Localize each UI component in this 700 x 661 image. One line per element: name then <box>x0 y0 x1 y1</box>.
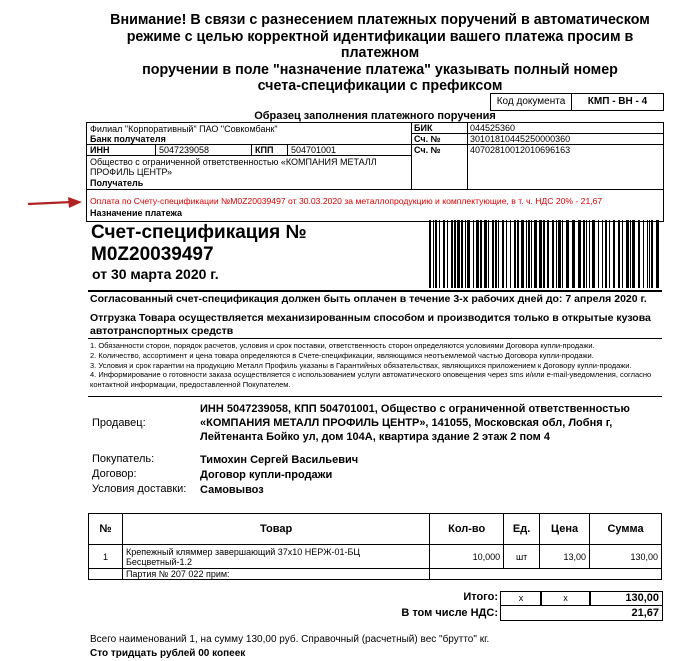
divider <box>88 396 662 397</box>
col-header-qty: Кол-во <box>430 514 504 545</box>
corr-account-value: 30101810445250000360 <box>470 134 571 144</box>
barcode-bar <box>476 220 479 288</box>
payment-deadline: Согласованный счет-спецификация должен быть оплачен в течение 3-х рабочих дней до: 7 апреля 2020 г. <box>90 293 647 305</box>
barcode-bar <box>528 220 530 288</box>
product-name-cont: Бесцветный-1.2 <box>125 556 193 567</box>
divider <box>88 290 662 292</box>
bik-label: БИК <box>414 123 433 133</box>
row-number: 1 <box>89 545 123 569</box>
corr-account-label: Сч. № <box>414 134 441 144</box>
document-code-box <box>490 93 664 111</box>
barcode-bar <box>618 220 620 288</box>
col-header-product: Товар <box>122 514 429 545</box>
total-value <box>589 591 663 606</box>
inn-value: 5047239058 <box>159 145 210 155</box>
col-header-unit: Ед. <box>504 514 540 545</box>
warning-notice <box>100 12 660 95</box>
barcode-bar <box>473 220 474 288</box>
invoice-title <box>91 222 307 266</box>
barcode-bar <box>531 220 532 288</box>
barcode-bar <box>613 220 615 288</box>
seller-line: ИНН 5047239058, КПП 504701001, Общество с ограниченной ответственностью <box>200 403 630 415</box>
invoice-number: M0Z20039497 <box>91 244 214 265</box>
bik-value: 044525360 <box>470 123 516 133</box>
barcode-bar <box>454 220 456 288</box>
payment-purpose: Оплата по Счету-спецификации №M0Z20039497 от 30.03.2020 за металлопродукцию и комплектующие, в т. ч. НДС 20% - 21,67 <box>90 196 603 206</box>
seller-line: «КОМПАНИЯ МЕТАЛЛ ПРОФИЛЬ ЦЕНТР», 141055, Московская обл, Лобня г, <box>200 417 613 429</box>
barcode-bar <box>451 220 453 288</box>
barcode-bar <box>467 220 470 288</box>
warning-line: счета-спецификации с префиксом <box>257 78 503 94</box>
barcode-bar <box>435 220 437 288</box>
vat-label: В том числе НДС: <box>401 607 498 619</box>
barcode-bar <box>443 220 445 288</box>
note-item: 2. Количество, ассортимент и цена товара определяются в Счете-спецификации, являющимся неотъемлемой частью Договора купли-продажи. <box>90 350 594 360</box>
amount-in-words: Сто тридцать рублей 00 копеек <box>90 648 246 659</box>
contract-label: Договор: <box>92 468 137 480</box>
barcode-bar <box>433 220 434 288</box>
barcode-bar <box>498 220 499 288</box>
warning-line: поручении в поле "назначение платежа" указывать полный номер <box>142 61 618 78</box>
invoice-title-line: Счет-спецификация № <box>91 222 307 243</box>
barcode-bar <box>647 220 648 288</box>
total-x1: x <box>500 591 542 606</box>
barcode-bar <box>492 220 494 288</box>
barcode-bar <box>622 220 623 288</box>
barcode-bar <box>566 220 569 288</box>
divider <box>88 338 662 339</box>
barcode-bar <box>484 220 487 288</box>
document-code-value: КМП - ВН - 4 <box>587 96 648 107</box>
account-value: 40702810012010696163 <box>470 145 571 155</box>
col-header-number: № <box>89 514 123 545</box>
col-header-price: Цена <box>540 514 590 545</box>
barcode-bar <box>605 220 607 288</box>
barcode-bar <box>656 220 659 288</box>
barcode-bar <box>526 220 527 288</box>
summary-line: Всего наименований 1, на сумму 130,00 руб. Справочный (расчетный) вес "брутто" кг. <box>90 634 490 645</box>
barcode-bar <box>578 220 581 288</box>
table-row <box>89 545 662 569</box>
barcode-bar <box>626 220 629 288</box>
kpp-value: 504701001 <box>291 145 337 155</box>
barcode-bar <box>638 220 640 288</box>
barcode-bar <box>517 220 519 288</box>
barcode-bar <box>556 220 557 288</box>
vat-amount: 21,67 <box>631 607 659 619</box>
barcode-bar <box>502 220 504 288</box>
seller-details <box>200 402 630 444</box>
buyer-label: Покупатель: <box>92 453 155 465</box>
warning-line: режиме с целью корректной идентификации вашего платежа просим в платежном <box>126 28 634 61</box>
recipient-name-cont: ПРОФИЛЬ ЦЕНТР» <box>90 167 173 177</box>
warning-line: Внимание! В связи с разнесением платежных поручений в автоматическом <box>110 12 650 28</box>
table-row <box>89 569 662 580</box>
product-name: Крепежный кляммер завершающий 37x10 НЕРЖ-01-БЦ <box>125 546 361 557</box>
row-product <box>122 545 429 569</box>
account-label: Сч. № <box>414 145 441 155</box>
row-qty: 10,000 <box>430 545 504 569</box>
barcode-bar <box>465 220 466 288</box>
barcode-bar <box>447 220 448 288</box>
barcode-bar <box>558 220 561 288</box>
seller-label: Продавец: <box>92 417 146 429</box>
barcode-bar <box>488 220 489 288</box>
recipient-name: Общество с ограниченной ответственностью «КОМПАНИЯ МЕТАЛЛ <box>90 157 377 167</box>
buyer-value: Тимохин Сергей Васильевич <box>200 454 359 466</box>
table-header-row <box>89 514 662 545</box>
barcode-bar <box>651 220 653 288</box>
barcode <box>427 220 661 288</box>
arrow-right-icon <box>28 197 82 209</box>
barcode-bar <box>521 220 524 288</box>
barcode-bar <box>506 220 507 288</box>
barcode-bar <box>586 220 587 288</box>
barcode-bar <box>589 220 590 288</box>
barcode-bar <box>602 220 603 288</box>
barcode-bar <box>609 220 610 288</box>
note-item: 4. Информирование о готовности заказа осуществляется с использованием услуги автоматического оповещения через sms и/или e-mail-уведомления, согласно контактной информации, предоставленной Покупателем. <box>90 370 652 390</box>
barcode-bar <box>643 220 644 288</box>
barcode-bar <box>572 220 575 288</box>
barcode-bar <box>480 220 482 288</box>
barcode-bar <box>543 220 545 288</box>
note-item: 3. Условия и срок гарантии на продукцию Металл Профиль указаны в Гарантийных обязательствах, являющихся приложением к Договору купли-продажи. <box>90 360 632 370</box>
row-price: 13,00 <box>540 545 590 569</box>
barcode-bar <box>539 220 542 288</box>
barcode-bar <box>592 220 595 288</box>
total-x2: x <box>540 591 591 606</box>
barcode-bar <box>510 220 511 288</box>
row-sum: 130,00 <box>590 545 662 569</box>
payment-sample-title: Образец заполнения платежного поручения <box>254 110 496 122</box>
barcode-bar <box>429 220 431 288</box>
row-unit: шт <box>504 545 540 569</box>
contract-value: Договор купли-продажи <box>200 469 333 481</box>
terms-notes <box>90 341 662 390</box>
barcode-bar <box>457 220 460 288</box>
col-header-sum: Сумма <box>590 514 662 545</box>
barcode-bar <box>514 220 516 288</box>
barcode-bar <box>461 220 463 288</box>
barcode-bar <box>547 220 549 288</box>
document-code-label: Код документа <box>491 94 572 110</box>
summary-footer <box>90 633 489 661</box>
barcode-bar <box>630 220 631 288</box>
delivery-value: Самовывоз <box>200 484 264 496</box>
row-party: Партия № 207 022 прим: <box>122 569 429 580</box>
seller-line: Лейтенанта Бойко ул, дом 104А, квартира здание 2 этаж 2 пом 4 <box>200 431 550 443</box>
barcode-bar <box>632 220 635 288</box>
barcode-bar <box>534 220 537 288</box>
payment-sample-box <box>86 122 664 222</box>
recipient-label: Получатель <box>90 178 144 188</box>
barcode-bar <box>598 220 599 288</box>
barcode-bar <box>495 220 497 288</box>
total-label: Итого: <box>463 591 498 603</box>
invoice-date: от 30 марта 2020 г. <box>92 266 219 282</box>
vat-value <box>500 605 663 621</box>
items-table <box>88 513 662 580</box>
barcode-bar <box>562 220 563 288</box>
barcode-bar <box>649 220 650 288</box>
delivery-label: Условия доставки: <box>92 483 187 495</box>
barcode-bar <box>439 220 440 288</box>
kpp-label: КПП <box>255 145 274 155</box>
inn-label: ИНН <box>90 145 110 155</box>
barcode-bar <box>552 220 554 288</box>
total-amount: 130,00 <box>625 592 659 604</box>
bank-label: Банк получателя <box>90 134 166 144</box>
barcode-bar <box>583 220 585 288</box>
payment-purpose-label: Назначение платежа <box>90 208 182 218</box>
shipping-note: Отгрузка Товара осуществляется механизированным способом и производится только в открытые кузова автотранспортных средств <box>90 312 651 337</box>
note-item: 1. Обязанности сторон, порядок расчетов, условия и срок поставки, ответственность сторон определяются условиями Договора купли-продажи. <box>90 341 595 350</box>
bank-name: Филиал "Корпоративный" ПАО "Совкомбанк" <box>90 124 278 134</box>
